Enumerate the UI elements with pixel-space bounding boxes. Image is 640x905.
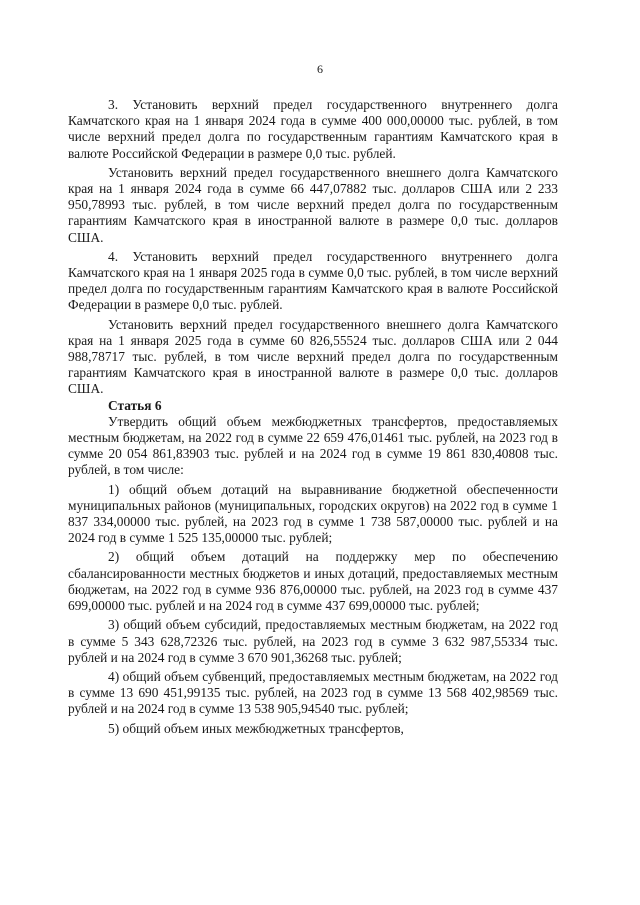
paragraph-external-debt-2025: Установить верхний предел государственного внешнего долга Камчатского края на 1 января 2025 года в сумме 60 826,55524 тыс. долларов США или 2 044 988,78717 тыс. рублей, в том числе верхний предел долга по государственным гарантиям Камчатского края в иностранной валюте в размере 0,0 тыс. долларов США. (68, 316, 558, 397)
list-item-2-balance-grants: 2) общий объем дотаций на поддержку мер по обеспечению сбалансированности местных бюджетов и иных дотаций, предоставляемых местным бюджетам, на 2022 год в сумме 936 876,00000 тыс. рублей, на 2023 год в сумме 437 699,00000 тыс. рублей и на 2024 год в сумме 437 699,00000 тыс. рублей; (68, 549, 558, 614)
list-item-5-other-transfers: 5) общий объем иных межбюджетных трансфертов, (108, 720, 404, 736)
article-heading: Статья 6 (108, 397, 162, 413)
list-item-3-subsidies: 3) общий объем субсидий, предоставляемых местным бюджетам, на 2022 год в сумме 5 343 628,72326 тыс. рублей, на 2023 год в сумме 3 632 987,55334 тыс. рублей и на 2024 год в сумме 3 670 901,36268 тыс. рублей; (68, 617, 558, 665)
document-body (68, 97, 558, 737)
paragraph-transfers-total: Утвердить общий объем межбюджетных трансфертов, предоставляемых местным бюджетам, на 2022 год в сумме 22 659 476,01461 тыс. рублей, на 2023 год в сумме 20 054 861,83903 тыс. рублей и на 2024 год в сумме 19 861 830,40808 тыс. рублей, в том числе: (68, 413, 558, 478)
page-number: 6 (317, 62, 323, 76)
paragraph-external-debt-2024: Установить верхний предел государственного внешнего долга Камчатского края на 1 января 2024 года в сумме 66 447,07882 тыс. долларов США или 2 233 950,78993 тыс. рублей, в том числе верхний предел долга по государственным гарантиям Камчатского края в иностранной валюте в размере 0,0 тыс. долларов США. (68, 164, 558, 245)
paragraph-internal-debt-2025: 4. Установить верхний предел государственного внутреннего долга Камчатского края на 1 января 2025 года в сумме 0,0 тыс. рублей, в том числе верхний предел долга по государственным гарантиям Камчатского края в валюте Российской Федерации в размере 0,0 тыс. рублей. (68, 248, 558, 313)
paragraph-internal-debt-2024: 3. Установить верхний предел государственного внутреннего долга Камчатского края на 1 января 2024 года в сумме 400 000,00000 тыс. рублей, в том числе верхний предел долга по государственным гарантиям Камчатского края в валюте Российской Федерации в размере 0,0 тыс. рублей. (68, 97, 558, 161)
list-item-1-equalization-grants: 1) общий объем дотаций на выравнивание бюджетной обеспеченности муниципальных районов (муниципальных, городских округов) на 2022 год в сумме 1 837 334,00000 тыс. рублей, на 2023 год в сумме 1 738 587,00000 тыс. рублей и на 2024 год в сумме 1 525 135,00000 тыс. рублей; (68, 481, 558, 546)
list-item-4-subventions: 4) общий объем субвенций, предоставляемых местным бюджетам, на 2022 год в сумме 13 690 451,99135 тыс. рублей, на 2023 год в сумме 13 568 402,98569 тыс. рублей и на 2024 год в сумме 13 538 905,94540 тыс. рублей; (68, 668, 558, 717)
